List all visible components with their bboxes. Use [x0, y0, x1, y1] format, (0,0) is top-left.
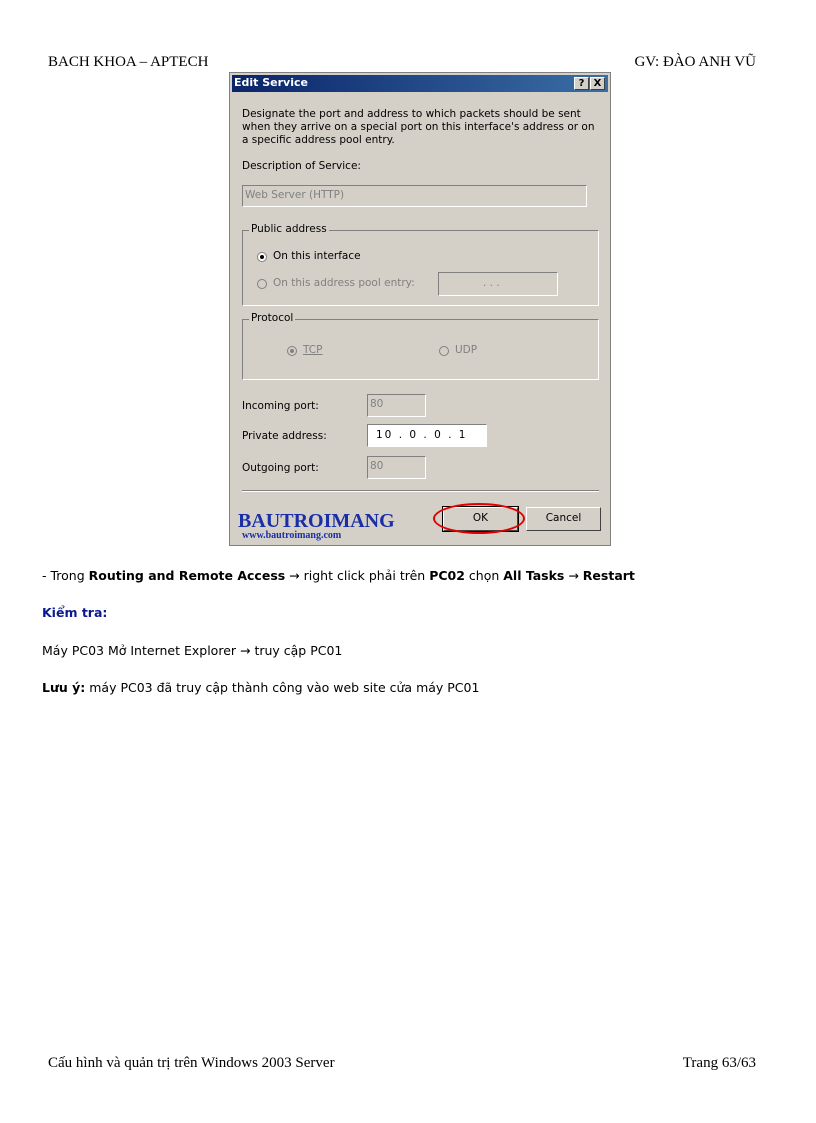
highlight-circle	[433, 503, 525, 534]
edit-service-dialog	[229, 72, 611, 546]
incoming-port-label: Incoming port:	[242, 400, 319, 412]
text-bold: Restart	[582, 568, 635, 583]
pool-entry-value: . . .	[483, 277, 500, 289]
check-step: Máy PC03 Mở Internet Explorer → truy cập PC01	[42, 643, 343, 658]
text-bold: All Tasks	[503, 568, 565, 583]
footer-right: Trang 63/63	[682, 1055, 756, 1071]
dialog-title: Edit Service	[234, 76, 308, 89]
watermark-url: www.bautroimang.com	[242, 530, 342, 541]
ok-button[interactable]: OK	[443, 507, 518, 531]
description-field: Web Server (HTTP)	[242, 185, 587, 207]
footer-left: Cấu hình và quản trị trên Windows 2003 Server	[48, 1055, 335, 1071]
text-bold: PC02	[429, 568, 465, 583]
radio-interface-label[interactable]: On this interface	[273, 250, 361, 262]
public-address-title: Public address	[251, 223, 327, 235]
description-label: Description of Service:	[242, 160, 361, 172]
dialog-description: Designate the port and address to which packets should be sent when they arrive on a special port on this interface's address or on a specific address pool entry.	[242, 108, 595, 146]
text-part: →	[564, 568, 583, 583]
text-part: → right click phải trên	[285, 568, 430, 583]
help-button[interactable]: ?	[574, 77, 589, 90]
protocol-title: Protocol	[251, 312, 294, 324]
radio-udp	[439, 346, 449, 356]
note-line	[42, 680, 479, 695]
radio-udp-label: UDP	[455, 344, 478, 356]
header-right: GV: ĐÀO ANH VŨ	[634, 54, 756, 70]
text-bold: Routing and Remote Access	[88, 568, 286, 583]
instruction-line	[42, 568, 635, 583]
text-part: - Trong	[42, 568, 89, 583]
close-button[interactable]: X	[590, 77, 605, 90]
watermark-logo	[238, 511, 395, 541]
public-address-group	[242, 223, 599, 306]
cancel-button[interactable]: Cancel	[526, 507, 601, 531]
note-text: máy PC03 đã truy cập thành công vào web site cửa máy PC01	[85, 680, 480, 695]
text-part: chọn	[464, 568, 504, 583]
note-label: Lưu ý:	[42, 680, 86, 695]
watermark-text: BAUTROIMANG	[238, 510, 395, 532]
pool-entry-field	[438, 272, 558, 296]
outgoing-port-label: Outgoing port:	[242, 462, 319, 474]
incoming-port-field: 80	[367, 394, 426, 417]
private-address-label: Private address:	[242, 430, 327, 442]
header-left: BACH KHOA – APTECH	[48, 54, 209, 70]
dialog-titlebar	[232, 75, 608, 92]
check-heading: Kiểm tra:	[42, 605, 108, 620]
radio-interface[interactable]	[257, 252, 267, 262]
separator	[242, 490, 599, 492]
protocol-group	[242, 312, 599, 380]
private-address-field[interactable]: 10 . 0 . 0 . 1	[367, 424, 487, 447]
radio-pool	[257, 279, 267, 289]
outgoing-port-field: 80	[367, 456, 426, 479]
radio-pool-label: On this address pool entry:	[273, 277, 415, 289]
radio-tcp	[287, 346, 297, 356]
radio-tcp-label: TCP	[303, 344, 323, 356]
